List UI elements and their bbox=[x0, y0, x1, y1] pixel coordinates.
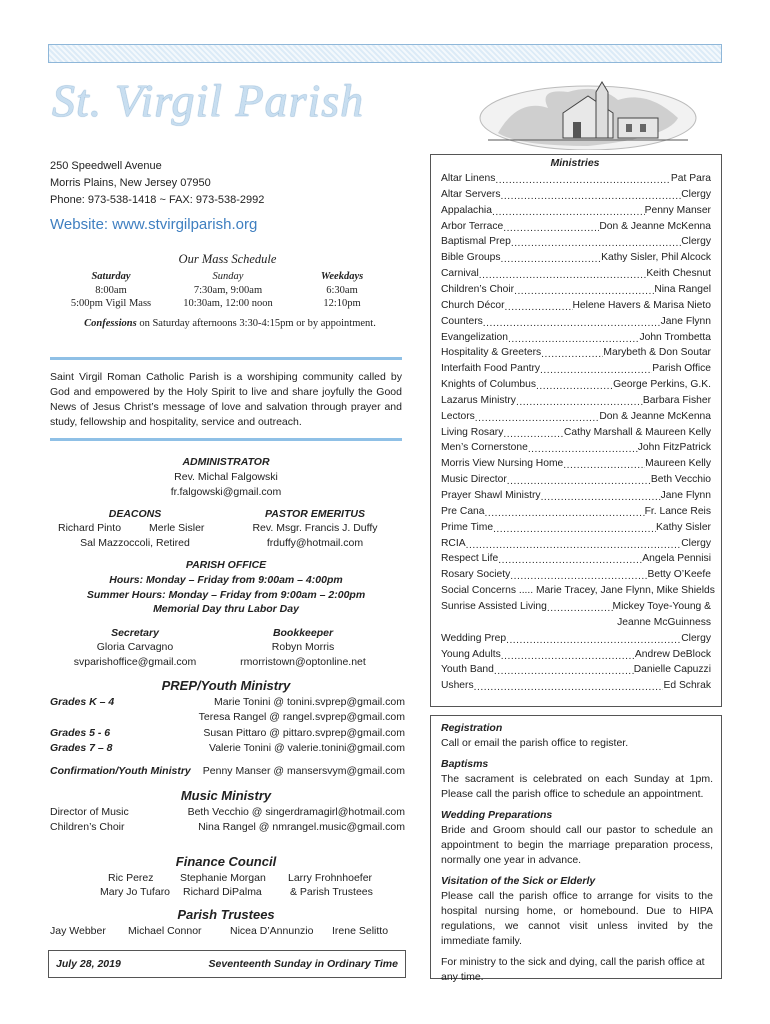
ministry-leader-dots bbox=[498, 553, 642, 568]
ministry-name: Evangelization bbox=[441, 331, 508, 343]
finance-member-a1: Ric Perez bbox=[108, 872, 154, 884]
confessions-label: Confessions bbox=[84, 318, 137, 329]
finance-member-c1: Larry Frohnhoefer bbox=[288, 872, 373, 884]
music-role-2: Children’s Choir bbox=[50, 821, 125, 833]
ministry-row bbox=[441, 332, 711, 347]
ministry-name: Respect Life bbox=[441, 553, 499, 565]
finance-member-b1: Stephanie Morgan bbox=[180, 872, 266, 884]
address-block bbox=[50, 158, 264, 209]
ministry-leader-dots bbox=[511, 236, 681, 251]
ministry-row bbox=[441, 490, 711, 505]
prep-grade-56: Grades 5 - 6 bbox=[50, 727, 111, 739]
ministry-contact: Clergy bbox=[681, 236, 711, 248]
church-sketch-image bbox=[478, 78, 698, 150]
ministry-leader-dots bbox=[536, 379, 613, 394]
ministry-contact: Fr. Lance Reis bbox=[644, 505, 711, 517]
pastor-emeritus-email: frduffy@hotmail.com bbox=[266, 537, 364, 549]
divider-top bbox=[50, 357, 402, 360]
ministry-row bbox=[441, 205, 711, 220]
ministry-leader-dots bbox=[510, 569, 647, 584]
ministry-name: Morris View Nursing Home bbox=[441, 458, 564, 470]
ministry-leader-dots bbox=[547, 601, 613, 616]
registration-heading: Registration bbox=[441, 722, 503, 734]
parish-title: St. Virgil Parish bbox=[52, 75, 365, 126]
ministry-leader-dots bbox=[514, 284, 654, 299]
weekdays-time-1: 6:30am bbox=[326, 285, 358, 296]
ministry-row bbox=[441, 347, 711, 362]
ministry-leader-dots bbox=[441, 617, 617, 632]
ministry-contact: Barbara Fisher bbox=[642, 394, 711, 406]
prep-contact-4: Valerie Tonini @ valerie.tonini@gmail.com bbox=[208, 742, 405, 754]
ministry-contact: John Trombetta bbox=[639, 331, 711, 343]
prep-contact-5: Penny Manser @ mansersvym@gmail.com bbox=[202, 765, 405, 777]
ministry-contact: Nina Rangel bbox=[654, 283, 711, 295]
ministry-row bbox=[441, 221, 711, 236]
ministry-leader-dots bbox=[501, 252, 602, 267]
ministry-name: Social Concerns ..... Marie Tracey, Jane Flynn, Mike Shields bbox=[441, 585, 715, 597]
trustee-2: Michael Connor bbox=[128, 925, 202, 937]
ministry-contact: Helene Havers & Marisa Nieto bbox=[572, 299, 711, 311]
ministry-row bbox=[441, 680, 711, 695]
ministry-leader-dots bbox=[516, 395, 643, 410]
ministry-row bbox=[441, 236, 711, 251]
ministry-row bbox=[441, 474, 711, 489]
trustee-1: Jay Webber bbox=[50, 925, 106, 937]
prep-grade-78: Grades 7 – 8 bbox=[50, 742, 113, 754]
ministry-row bbox=[441, 363, 711, 378]
header-banner-strip bbox=[48, 44, 722, 63]
administrator-name: Rev. Michal Falgowski bbox=[174, 471, 278, 483]
ministry-name: Appalachia bbox=[441, 204, 492, 216]
prep-grade-k4: Grades K – 4 bbox=[50, 696, 115, 708]
ministry-name: Lazarus Ministry bbox=[441, 394, 516, 406]
ministry-contact: Betty O’Keefe bbox=[647, 569, 711, 581]
divider-bottom bbox=[50, 438, 402, 441]
ministry-row bbox=[441, 379, 711, 394]
ministry-leader-dots bbox=[540, 363, 652, 378]
sick-visitation-heading: Visitation of the Sick or Elderly bbox=[441, 875, 596, 887]
ministry-row bbox=[441, 252, 711, 267]
ministry-contact: Beth Vecchio bbox=[650, 474, 711, 486]
bookkeeper-email: rmorristown@optonline.net bbox=[240, 656, 366, 668]
ministry-leader-dots bbox=[492, 205, 645, 220]
liturgical-occasion: Seventeenth Sunday in Ordinary Time bbox=[208, 958, 398, 970]
parish-office-heading: PARISH OFFICE bbox=[185, 559, 267, 571]
ministry-row bbox=[441, 458, 711, 473]
secretary-name: Gloria Carvagno bbox=[96, 641, 174, 653]
ministry-contact: Angela Pennisi bbox=[642, 553, 711, 565]
ministry-leader-dots bbox=[501, 189, 682, 204]
ministry-contact: Penny Manser bbox=[644, 204, 711, 216]
ministry-name: Knights of Columbus bbox=[441, 379, 537, 391]
ministry-contact: Maureen Kelly bbox=[645, 458, 711, 470]
ministry-row bbox=[441, 633, 711, 648]
ministry-row bbox=[441, 617, 711, 632]
mission-statement: Saint Virgil Roman Catholic Parish is a worshiping community called by God and empowered by the Holy Spirit to live and share joyfully the Good News of Jesus Christ’s message of love and salvation through prayer and study, fellowship and hospitality, service and outreach. bbox=[50, 371, 402, 428]
ministry-leader-dots bbox=[479, 268, 647, 283]
ministry-contact: Marybeth & Don Soutar bbox=[603, 347, 711, 359]
ministry-name: Rosary Society bbox=[441, 569, 511, 581]
ministry-contact: Cathy Marshall & Maureen Kelly bbox=[563, 426, 711, 438]
ministry-contact: Jane Flynn bbox=[660, 490, 711, 501]
ministry-leader-dots bbox=[541, 347, 603, 362]
ministry-row bbox=[441, 411, 711, 426]
ministry-name: Music Director bbox=[441, 474, 507, 486]
ministry-contact: Kathy Sisler bbox=[656, 521, 711, 533]
weekdays-heading: Weekdays bbox=[320, 271, 364, 282]
ministry-row bbox=[441, 268, 711, 283]
address-line-2: Morris Plains, New Jersey 07950 bbox=[50, 177, 211, 189]
ministry-name: Youth Band bbox=[441, 664, 494, 676]
saturday-time-2: 5:00pm Vigil Mass bbox=[70, 298, 152, 309]
ministry-name: Men’s Cornerstone bbox=[441, 442, 528, 454]
ministry-leader-dots bbox=[483, 316, 661, 331]
ministry-name: Ushers bbox=[441, 680, 474, 692]
ministry-name: Pre Cana bbox=[441, 505, 485, 517]
baptisms-text: The sacrament is celebrated on each Sunday at 1pm. Please call the parish office to schedule an appointment. bbox=[441, 773, 713, 800]
ministry-leader-dots bbox=[505, 300, 573, 315]
ministry-row bbox=[441, 442, 711, 457]
memorial-labor-day: Memorial Day thru Labor Day bbox=[153, 603, 299, 615]
weddings-heading: Wedding Preparations bbox=[441, 809, 553, 821]
finance-member-b2: Richard DiPalma bbox=[183, 886, 262, 898]
trustee-4: Irene Selitto bbox=[332, 925, 389, 937]
music-role-1: Director of Music bbox=[50, 806, 129, 818]
trustees-title: Parish Trustees bbox=[177, 907, 275, 922]
sunday-heading: Sunday bbox=[212, 271, 244, 282]
ministry-leader-dots bbox=[503, 221, 599, 236]
ministry-name: Prayer Shawl Ministry bbox=[441, 490, 541, 501]
deacon-3: Sal Mazzoccoli, Retired bbox=[80, 537, 190, 549]
deacons-heading: DEACONS bbox=[108, 508, 162, 520]
ministry-leader-dots bbox=[474, 680, 664, 695]
ministry-leader-dots bbox=[528, 442, 638, 457]
ministry-leader-dots bbox=[563, 458, 645, 473]
ministry-name: Children’s Choir bbox=[441, 283, 515, 295]
ministry-contact: Clergy bbox=[681, 632, 711, 644]
deacon-2: Merle Sisler bbox=[149, 522, 205, 534]
address-line-1: 250 Speedwell Avenue bbox=[50, 160, 162, 172]
ministry-contact: Jane Flynn bbox=[660, 315, 711, 327]
ministry-row bbox=[441, 189, 711, 204]
ministry-row bbox=[441, 585, 715, 600]
administrator-heading: ADMINISTRATOR bbox=[182, 456, 270, 468]
music-contact-1: Beth Vecchio @ singerdramagirl@hotmail.com bbox=[187, 806, 405, 818]
pastor-emeritus-name: Rev. Msgr. Francis J. Duffy bbox=[252, 522, 378, 534]
ministry-name: Prime Time bbox=[441, 521, 494, 533]
ministry-row bbox=[441, 553, 711, 568]
finance-member-a2: Mary Jo Tufaro bbox=[100, 886, 171, 898]
registration-text: Call or email the parish office to register. bbox=[441, 737, 629, 749]
baptisms-heading: Baptisms bbox=[441, 758, 489, 770]
ministry-name: Hospitality & Greeters bbox=[441, 347, 542, 359]
ministry-leader-dots bbox=[466, 538, 682, 553]
ministry-contact: Clergy bbox=[681, 188, 711, 200]
mass-sunday bbox=[172, 270, 284, 310]
bookkeeper-name: Robyn Morris bbox=[271, 641, 335, 653]
administrator-email: fr.falgowski@gmail.com bbox=[170, 486, 282, 498]
ministry-leader-dots bbox=[507, 474, 651, 489]
ministry-contact: Danielle Capuzzi bbox=[633, 664, 711, 676]
website-link[interactable]: Website: www.stvirgilparish.org bbox=[50, 216, 258, 233]
ministry-name: Altar Servers bbox=[441, 188, 501, 200]
ministry-row bbox=[441, 601, 711, 616]
music-title: Music Ministry bbox=[180, 788, 272, 803]
ministry-name: Young Adults bbox=[441, 648, 501, 660]
ministry-row bbox=[441, 395, 711, 410]
mass-saturday bbox=[52, 270, 170, 310]
ministry-contact: Pat Para bbox=[670, 173, 711, 184]
ministry-row bbox=[441, 300, 711, 315]
bookkeeper-heading: Bookkeeper bbox=[272, 627, 334, 639]
trustee-3: Nicea D’Annunzio bbox=[230, 925, 314, 937]
prep-contact-2: Teresa Rangel @ rangel.svprep@gmail.com bbox=[198, 711, 405, 723]
ministries-title: Ministries bbox=[550, 157, 600, 169]
ministry-row bbox=[441, 538, 711, 553]
mass-schedule-title: Our Mass Schedule bbox=[178, 252, 277, 266]
deacon-1: Richard Pinto bbox=[58, 522, 122, 534]
confessions-line bbox=[50, 318, 410, 329]
ministry-name: RCIA bbox=[441, 537, 466, 549]
ministry-contact: Keith Chesnut bbox=[646, 268, 711, 280]
pastor-emeritus-heading: PASTOR EMERITUS bbox=[265, 508, 365, 520]
ministry-name: Carnival bbox=[441, 268, 479, 280]
ministry-name: Arbor Terrace bbox=[441, 220, 504, 232]
ministry-name: Wedding Prep bbox=[441, 632, 507, 644]
phone-fax: Phone: 973-538-1418 ~ FAX: 973-538-2992 bbox=[50, 194, 265, 206]
prep-contact-3: Susan Pittaro @ pittaro.svprep@gmail.com bbox=[203, 727, 405, 739]
ministry-contact: Mickey Toye-Young & bbox=[612, 600, 711, 612]
ministry-name: Living Rosary bbox=[441, 426, 504, 438]
weddings-text: Bride and Groom should call our pastor to schedule an appointment to begin the marriage preparation process, normally one year in advance. bbox=[441, 824, 713, 866]
ministry-row bbox=[441, 569, 711, 584]
ministry-name: Interfaith Food Pantry bbox=[441, 363, 541, 375]
ministry-name: Church Décor bbox=[441, 299, 505, 311]
weekdays-time-2: 12:10pm bbox=[323, 298, 361, 309]
ministry-leader-dots bbox=[493, 522, 656, 537]
confessions-text: on Saturday afternoons 3:30-4:15pm or by appointment. bbox=[136, 318, 376, 329]
saturday-heading: Saturday bbox=[91, 271, 131, 282]
ministry-leader-dots bbox=[494, 664, 634, 679]
secretary-email: svparishoffice@gmail.com bbox=[73, 656, 197, 668]
ministry-leader-dots bbox=[485, 506, 645, 521]
ministry-leader-dots bbox=[503, 427, 564, 442]
secretary-heading: Secretary bbox=[111, 627, 159, 639]
ministry-row bbox=[441, 427, 711, 442]
ministry-contact: Don & Jeanne McKenna bbox=[599, 410, 711, 422]
ministry-name: Altar Linens bbox=[441, 173, 496, 184]
ministry-leader-dots bbox=[541, 490, 661, 505]
ministry-row bbox=[441, 649, 711, 664]
ministry-row bbox=[441, 316, 711, 331]
ministry-name: Counters bbox=[441, 315, 483, 327]
ministry-name: Baptismal Prep bbox=[441, 236, 511, 248]
sunday-time-2: 10:30am, 12:00 noon bbox=[183, 298, 273, 309]
ministry-contact: Clergy bbox=[681, 537, 711, 549]
ministry-row bbox=[441, 506, 711, 521]
ministry-contact: Don & Jeanne McKenna bbox=[599, 220, 711, 232]
ministry-leader-dots bbox=[495, 173, 671, 188]
office-hours: Hours: Monday – Friday from 9:00am – 4:00pm bbox=[109, 574, 343, 586]
ministry-contact: Jeanne McGuinness bbox=[617, 616, 711, 628]
prep-contact-1: Marie Tonini @ tonini.svprep@gmail.com bbox=[214, 696, 405, 708]
prep-confirmation: Confirmation/Youth Ministry bbox=[50, 765, 191, 777]
ministry-name: Sunrise Assisted Living bbox=[441, 600, 547, 612]
sick-visitation-text: Please call the parish office to arrange for visits to the hospital nursing home, or homebound. Due to HIPA regulations, we cannot visit unless invited by the immediate family. bbox=[441, 890, 713, 947]
ministry-name: Lectors bbox=[441, 410, 475, 422]
ministry-contact: Parish Office bbox=[652, 363, 711, 375]
ministry-contact: John FitzPatrick bbox=[637, 442, 711, 454]
finance-member-c2: & Parish Trustees bbox=[290, 886, 373, 898]
ministry-leader-dots bbox=[501, 649, 635, 664]
ministry-row bbox=[441, 284, 711, 299]
saturday-time-1: 8:00am bbox=[95, 285, 127, 296]
sacraments-info bbox=[441, 721, 713, 985]
summer-hours: Summer Hours: Monday – Friday from 9:00am – 2:00pm bbox=[86, 589, 366, 601]
prep-title: PREP/Youth Ministry bbox=[161, 678, 291, 693]
ministry-leader-dots bbox=[506, 633, 681, 648]
sick-dying-text: For ministry to the sick and dying, call the parish office at any time. bbox=[441, 956, 705, 983]
ministry-contact: Ed Schrak bbox=[663, 680, 711, 692]
bulletin-date: July 28, 2019 bbox=[56, 958, 121, 970]
sunday-time-1: 7:30am, 9:00am bbox=[193, 285, 263, 296]
ministry-contact: Andrew DeBlock bbox=[634, 648, 711, 660]
ministry-leader-dots bbox=[508, 332, 639, 347]
ministry-leader-dots bbox=[475, 411, 600, 426]
ministry-row bbox=[441, 522, 711, 537]
ministry-name: Bible Groups bbox=[441, 252, 501, 264]
finance-title: Finance Council bbox=[175, 854, 277, 869]
ministry-row bbox=[441, 664, 711, 679]
mass-weekdays bbox=[300, 270, 384, 310]
ministry-contact: Kathy Sisler, Phil Alcock bbox=[601, 252, 711, 264]
ministry-contact: George Perkins, G.K. bbox=[613, 379, 711, 391]
music-contact-2: Nina Rangel @ nmrangel.music@gmail.com bbox=[198, 821, 405, 833]
ministry-row bbox=[441, 173, 711, 188]
